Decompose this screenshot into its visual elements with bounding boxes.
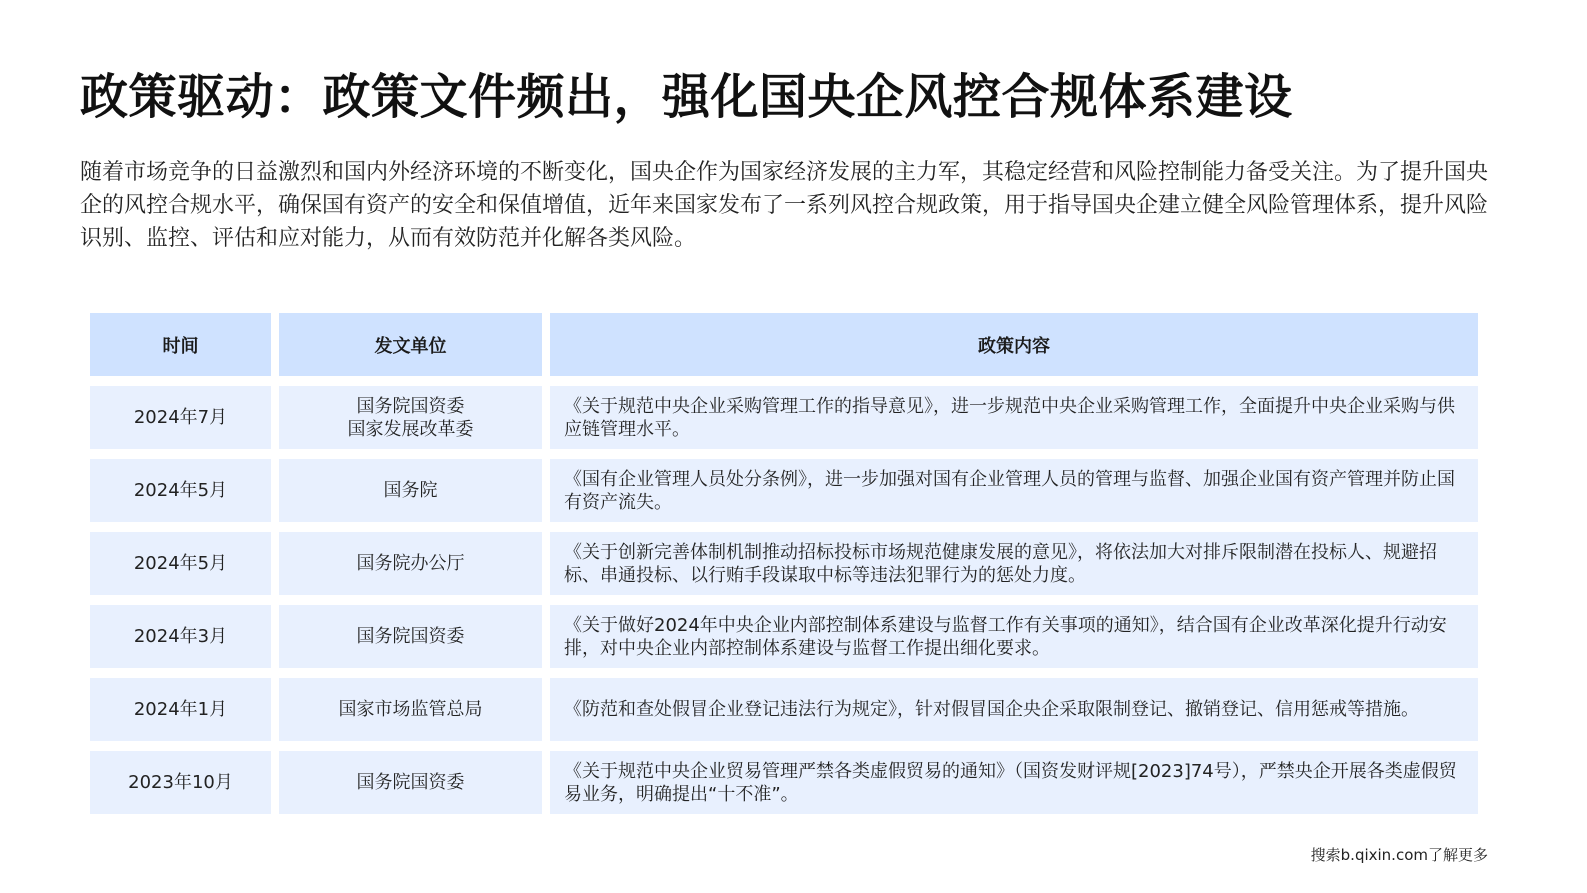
header-issuer: 发文单位 — [279, 313, 542, 376]
policy-table — [90, 313, 1478, 814]
cell-issuer — [279, 678, 542, 741]
cell-content: 《关于创新完善体制机制推动招标投标市场规范健康发展的意见》，将依法加大对排斥限制潜在投标人、规避招标、串通投标、以行贿手段谋取中标等违法犯罪行为的惩处力度。 — [550, 532, 1478, 595]
page-title: 政策驱动：政策文件频出，强化国央企风控合规体系建设 — [80, 69, 1293, 125]
issuer-line: 国务院国资委 — [356, 772, 465, 793]
cell-time: 2024年5月 — [90, 532, 271, 595]
cell-content: 《关于做好2024年中央企业内部控制体系建设与监督工作有关事项的通知》，结合国有企业改革深化提升行动安排，对中央企业内部控制体系建设与监督工作提出细化要求。 — [550, 605, 1478, 668]
cell-issuer — [279, 386, 542, 449]
cell-content: 《防范和查处假冒企业登记违法行为规定》，针对假冒国企央企采取限制登记、撤销登记、信用惩戒等措施。 — [550, 678, 1478, 741]
cell-issuer — [279, 459, 542, 522]
issuer-line: 国务院 — [383, 480, 438, 501]
cell-time: 2024年5月 — [90, 459, 271, 522]
issuer-line: 国务院国资委 — [356, 626, 465, 647]
issuer-line: 国务院国资委 — [356, 395, 465, 417]
issuer-line: 国家市场监管总局 — [338, 699, 483, 720]
cell-time: 2024年3月 — [90, 605, 271, 668]
cell-issuer — [279, 532, 542, 595]
issuer-line: 国家发展改革委 — [347, 418, 474, 440]
cell-time: 2024年7月 — [90, 386, 271, 449]
cell-content: 《关于规范中央企业采购管理工作的指导意见》，进一步规范中央企业采购管理工作，全面提升中央企业采购与供应链管理水平。 — [550, 386, 1478, 449]
header-content: 政策内容 — [550, 313, 1478, 376]
cell-time: 2024年1月 — [90, 678, 271, 741]
cell-issuer — [279, 605, 542, 668]
cell-issuer — [279, 751, 542, 814]
issuer-line: 国务院办公厅 — [356, 553, 465, 574]
footer-search-hint: 搜索b.qixin.com了解更多 — [1310, 846, 1488, 864]
intro-paragraph: 随着市场竞争的日益激烈和国内外经济环境的不断变化，国央企作为国家经济发展的主力军，其稳定经营和风险控制能力备受关注。为了提升国央企的风控合规水平，确保国有资产的安全和保值增值，近年来国家发布了一系列风控合规政策，用于指导国央企建立健全风险管理体系，提升风险识别、监控、评估和应对能力，从而有效防范并化解各类风险。 — [80, 160, 1489, 251]
cell-content: 《关于规范中央企业贸易管理严禁各类虚假贸易的通知》（国资发财评规[2023]74号），严禁央企开展各类虚假贸易业务，明确提出“十不准”。 — [550, 751, 1478, 814]
header-time: 时间 — [90, 313, 271, 376]
cell-time: 2023年10月 — [90, 751, 271, 814]
cell-content: 《国有企业管理人员处分条例》，进一步加强对国有企业管理人员的管理与监督、加强企业国有资产管理并防止国有资产流失。 — [550, 459, 1478, 522]
